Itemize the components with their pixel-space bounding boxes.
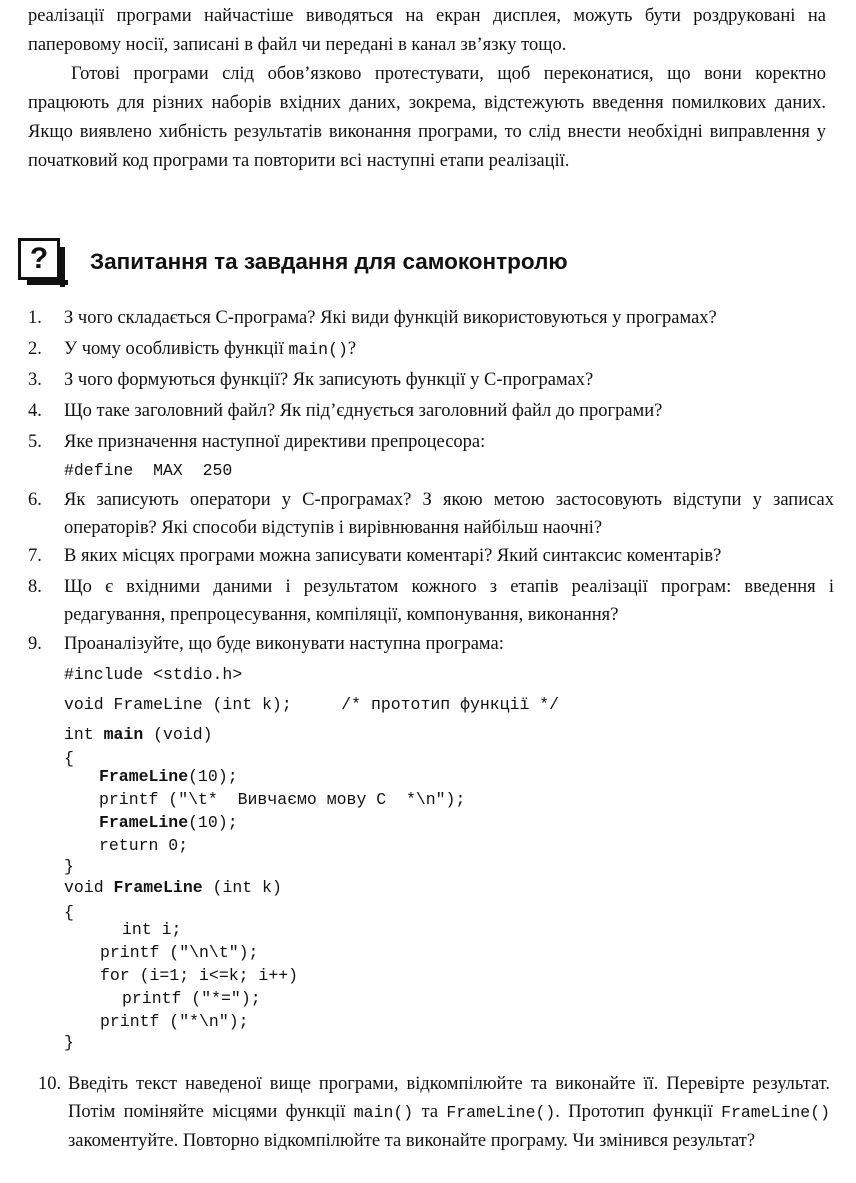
question-text: З чого складається С-програма? Які види функцій використовуються у програмах? [64,308,717,328]
question-text [68,1070,830,1155]
question-text: З чого формуються функції? Як записують функції у С-програмах? [64,370,594,390]
code-line [64,724,213,746]
code-line [64,877,282,899]
question-text-part: У чому особливість функції [64,339,289,359]
code-token: (10); [188,813,238,832]
question-text: Проаналізуйте, що буде виконувати наступна програма: [64,634,504,654]
inline-code: main() [288,340,348,359]
code-token: int [64,725,104,744]
question-text: Яке призначення наступної директиви препроцесора: [64,432,486,452]
question-text-part: Введіть текст наведеної вище програми, відкомпілюйте та виконайте її. Перевірте результат. Потім поміняйте місцями функції [68,1074,830,1122]
question-number: 8. [28,577,42,597]
question-text: Як записують оператори у С-програмах? З якою метою застосовують відступи у записах операторів? Які способи відступів і вирівнювання найбільш наочні? [64,490,834,538]
code-line [99,812,238,834]
code-line: printf ("\t* Вивчаємо мову C *\n"); [99,790,466,809]
section-title: Запитання та завдання для самоконтролю [90,249,568,274]
question-number: 7. [28,546,42,566]
code-line: } [64,1033,74,1052]
code-token: FrameLine [99,813,189,832]
paragraph-output: реалізації програми найчастіше виводяться на екран дисплея, можуть бути роздруковані на паперовому носії, записані в файл чи передані в канал зв’язку тощо. [28,6,826,55]
code-token: (void) [143,725,213,744]
code-line: { [64,749,74,768]
question-number: 6. [28,490,42,510]
question-number: 10. [38,1074,62,1094]
code-token: (int k) [202,878,282,897]
inline-code: main() [353,1103,414,1122]
question-number: 3. [28,370,42,390]
question-text [64,335,834,364]
question-number: 4. [28,401,42,421]
code-line: } [64,857,74,876]
paragraph-testing: Готові програми слід обов’язково протестувати, щоб переконатися, що вони коректно працюють для різних наборів вхідних даних, зокрема, відстежують введення помилкових даних. Якщо виявлено хибність результатів виконання програми, то слід внести необхідні виправлення у початковий код програми та повторити всі наступні етапи реалізації. [28,64,826,171]
question-number: 5. [28,432,42,452]
question-text-part: закоментуйте. Повторно відкомпілюйте та виконайте програму. Чи змінився результат? [68,1131,756,1151]
inline-code: FrameLine() [721,1103,830,1122]
code-token: FrameLine [113,878,203,897]
inline-code: FrameLine() [446,1103,556,1122]
code-line: printf ("\n\t"); [100,943,259,962]
question-number: 9. [28,634,42,654]
code-line: for (i=1; i<=k; i++) [100,966,299,985]
code-line: int i; [122,920,182,939]
question-text: Що є вхідними даними і результатом кожного з етапів реалізації програм: введення і редагування, препроцесування, компіляції, компонування, виконання? [64,577,834,625]
code-line: printf ("*="); [122,989,261,1008]
question-text-part: та [413,1102,447,1122]
code-line: printf ("*\n"); [100,1012,249,1031]
question-text-part: . Прототип функції [555,1102,722,1122]
code-define: #define MAX 250 [64,461,233,480]
code-line [99,766,238,788]
question-number: 2. [28,339,42,359]
code-token: void [64,878,114,897]
question-text: В яких місцях програми можна записувати коментарі? Який синтаксис коментарів? [64,546,722,566]
code-line: #include <stdio.h> [64,665,243,684]
code-line: return 0; [99,836,189,855]
code-line: { [64,903,74,922]
question-number: 1. [28,308,42,328]
code-line: void FrameLine (int k); /* прототип функції */ [64,695,560,714]
code-token: FrameLine [99,767,189,786]
question-text-part: ? [347,339,357,359]
question-icon: ? [18,238,60,280]
question-text: Що таке заголовний файл? Як під’єднується заголовний файл до програми? [64,401,663,421]
code-token: main [103,725,144,744]
code-token: (10); [188,767,238,786]
